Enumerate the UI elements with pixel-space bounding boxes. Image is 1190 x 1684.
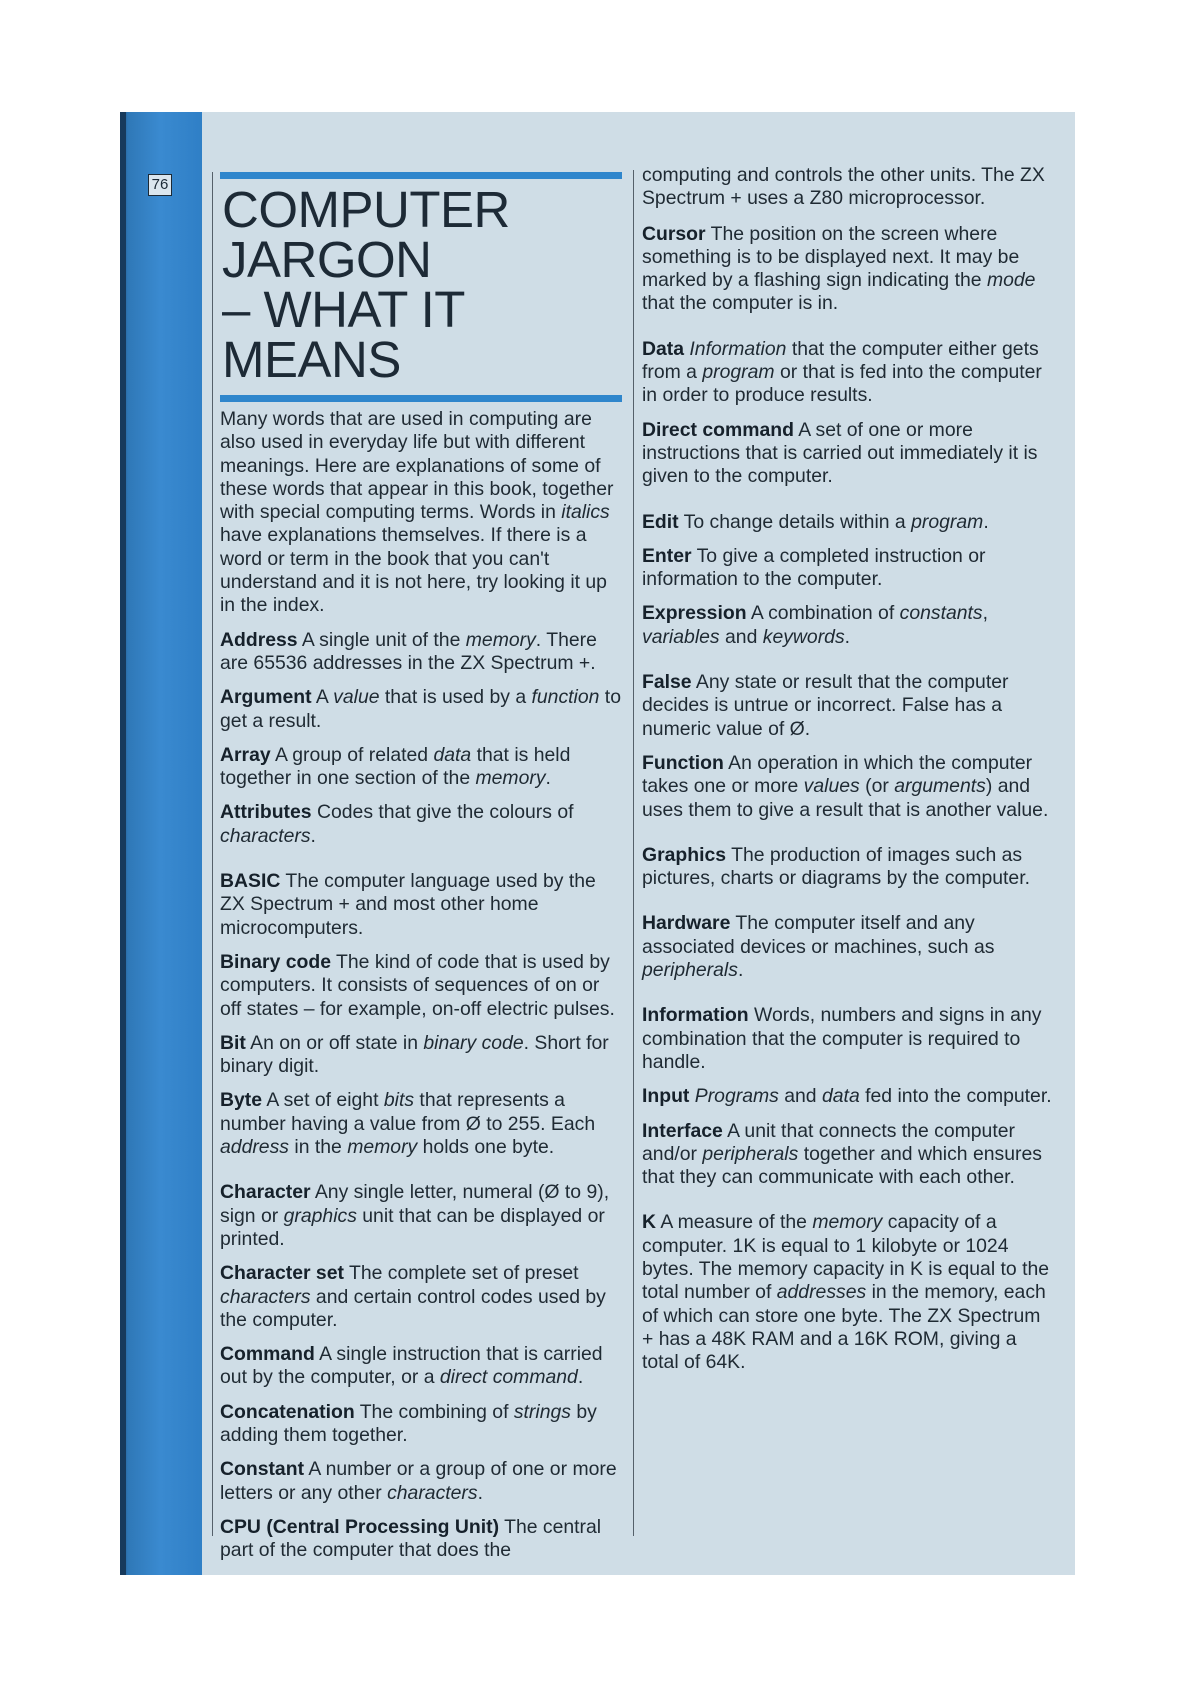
intro-text-1: Many words that are used in computing are also used in everyday life but with different meanings. Here are explanations of some of these words that appear in this book, together with special computing terms. Words in bbox=[220, 408, 614, 524]
glossary-definition: . Short for binary digit. bbox=[220, 1031, 609, 1078]
glossary-entry bbox=[220, 1516, 622, 1563]
glossary-entry bbox=[642, 1211, 1054, 1374]
title-line-2: – WHAT IT MEANS bbox=[222, 281, 465, 388]
glossary-term: Concatenation bbox=[220, 1400, 355, 1423]
glossary-term: CPU (Central Processing Unit) bbox=[220, 1515, 500, 1538]
glossary-italic: variables bbox=[642, 625, 720, 648]
glossary-entry bbox=[642, 671, 1054, 741]
glossary-definition: A measure of the bbox=[656, 1211, 813, 1234]
glossary-entry bbox=[220, 1032, 622, 1079]
cpu-continuation: computing and controls the other units. The ZX Spectrum + uses a Z80 microprocessor. bbox=[642, 164, 1045, 210]
title-bottom-bar bbox=[220, 395, 622, 402]
glossary-definition: A number or a group of one or more letters or any other bbox=[220, 1458, 617, 1504]
glossary-term: Character bbox=[220, 1181, 311, 1204]
glossary-italic: memory bbox=[465, 628, 536, 651]
glossary-definition: (or bbox=[859, 775, 895, 798]
glossary-entry bbox=[642, 545, 1054, 592]
glossary-definition: Any single letter, numeral (Ø to 9), sign or bbox=[220, 1181, 610, 1227]
glossary-definition: The kind of code that is used by computers. It consists of sequences of on or off states – for example, on-off electric pulses. bbox=[220, 950, 615, 1020]
glossary-definition: An operation in which the computer takes one or more bbox=[642, 751, 1033, 798]
glossary-italic: Information bbox=[689, 337, 787, 360]
intro-text-2: have explanations themselves. If there is a word or term in the book that you can't understand and it is not here, try looking it up in the index. bbox=[220, 524, 607, 617]
glossary-definition: The position on the screen where something is to be displayed next. It may be marked by a flashing sign indicating the bbox=[642, 222, 1020, 292]
glossary-definition: A single unit of the bbox=[297, 628, 466, 651]
glossary-definition: and bbox=[778, 1085, 822, 1108]
intro-paragraph bbox=[220, 408, 622, 618]
glossary-italic: characters bbox=[387, 1481, 478, 1504]
glossary-term: Array bbox=[220, 743, 271, 766]
glossary-definition: . bbox=[477, 1481, 483, 1504]
glossary-italic: memory bbox=[812, 1211, 883, 1234]
glossary-definition: Codes that give the colours of bbox=[311, 801, 574, 824]
glossary-definition: An on or off state in bbox=[245, 1031, 424, 1054]
glossary-definition: . bbox=[737, 959, 744, 982]
glossary-definition: The complete set of preset bbox=[343, 1262, 579, 1285]
glossary-italic: graphics bbox=[283, 1204, 357, 1227]
glossary-term: Constant bbox=[220, 1458, 305, 1481]
glossary-italic: addresses bbox=[776, 1281, 867, 1304]
glossary-italic: memory bbox=[475, 767, 546, 790]
glossary-italic: peripherals bbox=[702, 1142, 799, 1165]
glossary-term: Enter bbox=[642, 544, 692, 567]
glossary-italic: address bbox=[220, 1136, 289, 1159]
glossary-definition: holds one byte. bbox=[417, 1136, 555, 1159]
glossary-italic: value bbox=[333, 686, 380, 709]
glossary-entry bbox=[220, 744, 622, 791]
glossary-definition: A unit that connects the computer and/or bbox=[642, 1119, 1015, 1165]
glossary-definition: Any state or result that the computer decides is untrue or incorrect. False has a numeric value of Ø. bbox=[642, 671, 1009, 740]
glossary-definition: to get a result. bbox=[220, 686, 621, 732]
glossary-definition: The combining of bbox=[354, 1400, 514, 1423]
glossary-entry bbox=[642, 912, 1054, 982]
glossary-italic: memory bbox=[347, 1136, 418, 1159]
glossary-italic: peripherals bbox=[642, 959, 738, 982]
glossary-italic: constants bbox=[899, 602, 983, 625]
glossary-entry bbox=[220, 870, 622, 940]
glossary-definition: that represents a number having a value from Ø to 255. Each bbox=[220, 1089, 596, 1135]
glossary-italic: strings bbox=[513, 1400, 571, 1423]
glossary-italic: program bbox=[702, 361, 775, 384]
glossary-term: Edit bbox=[642, 510, 679, 533]
book-page bbox=[120, 112, 1075, 1575]
glossary-definition: in the memory, each of which can store one byte. The ZX Spectrum + has a 48K RAM and a 16K ROM, giving a total of 64K. bbox=[642, 1281, 1046, 1374]
glossary-definition: A single instruction that is carried out by the computer, or a bbox=[220, 1343, 603, 1389]
glossary-entry bbox=[220, 1089, 622, 1159]
glossary-entry bbox=[642, 338, 1054, 408]
glossary-definition: . bbox=[844, 625, 851, 648]
page-number: 76 bbox=[148, 174, 172, 196]
blue-spine bbox=[120, 112, 202, 1575]
glossary-definition: The computer language used by the ZX Spectrum + and most other home microcomputers. bbox=[220, 870, 596, 939]
left-glossary-list bbox=[220, 629, 622, 1563]
glossary-italic: bits bbox=[383, 1089, 415, 1112]
intro-italic: italics bbox=[561, 501, 610, 524]
glossary-definition: A bbox=[311, 686, 334, 709]
glossary-definition: A combination of bbox=[746, 602, 900, 625]
glossary-italic: Programs bbox=[694, 1085, 779, 1108]
glossary-definition: . bbox=[983, 510, 989, 533]
glossary-entry bbox=[642, 223, 1054, 316]
glossary-definition: The computer itself and any associated devices or machines, such as bbox=[642, 912, 995, 958]
glossary-entry bbox=[220, 801, 622, 848]
glossary-term: Cursor bbox=[642, 222, 706, 245]
glossary-entry bbox=[220, 1458, 622, 1505]
glossary-term: Interface bbox=[642, 1119, 723, 1142]
right-column bbox=[642, 164, 1054, 1385]
glossary-entry bbox=[642, 1004, 1054, 1074]
glossary-italic: values bbox=[803, 775, 860, 798]
title-line-1: COMPUTER JARGON bbox=[222, 181, 510, 288]
glossary-definition: . There are 65536 addresses in the ZX Spectrum +. bbox=[220, 628, 597, 674]
glossary-definition: unit that can be displayed or printed. bbox=[220, 1204, 605, 1250]
glossary-term: Byte bbox=[220, 1089, 263, 1112]
glossary-entry bbox=[642, 511, 1054, 534]
glossary-italic: program bbox=[911, 510, 984, 533]
glossary-term: K bbox=[642, 1211, 657, 1234]
glossary-italic: binary code bbox=[423, 1031, 524, 1054]
glossary-entry bbox=[220, 629, 622, 676]
left-column bbox=[220, 112, 622, 1573]
glossary-entry bbox=[220, 686, 622, 733]
glossary-italic: direct command bbox=[439, 1366, 578, 1389]
glossary-definition: fed into the computer. bbox=[859, 1085, 1052, 1108]
glossary-term: False bbox=[642, 671, 692, 694]
spine-edge bbox=[120, 112, 126, 1575]
glossary-definition: together and which ensures that they can communicate with each other. bbox=[642, 1142, 1042, 1189]
glossary-entry bbox=[642, 844, 1054, 891]
column-divider bbox=[633, 170, 634, 1536]
left-column-rule bbox=[212, 172, 213, 1536]
glossary-entry bbox=[642, 1120, 1054, 1190]
right-glossary-list bbox=[642, 223, 1054, 1375]
glossary-definition: and certain control codes used by the computer. bbox=[220, 1285, 606, 1331]
glossary-definition: . bbox=[577, 1366, 584, 1389]
glossary-italic: function bbox=[531, 686, 600, 709]
title-top-bar bbox=[220, 172, 622, 179]
glossary-entry bbox=[220, 951, 622, 1021]
glossary-term: Direct command bbox=[642, 418, 794, 441]
glossary-entry bbox=[642, 602, 1054, 649]
glossary-italic: data bbox=[821, 1085, 860, 1108]
glossary-definition: by adding them together. bbox=[220, 1400, 597, 1446]
glossary-definition: and bbox=[719, 625, 763, 648]
glossary-entry bbox=[220, 1181, 622, 1251]
glossary-entry bbox=[220, 1262, 622, 1332]
glossary-definition: capacity of a computer. 1K is equal to 1 kilobyte or 1024 bytes. The memory capacity in K is equal to the total number of bbox=[642, 1211, 1050, 1304]
glossary-italic: characters bbox=[220, 1285, 311, 1308]
glossary-definition: that the computer is in. bbox=[642, 292, 839, 315]
glossary-term: Expression bbox=[642, 602, 747, 625]
glossary-entry bbox=[220, 1343, 622, 1390]
glossary-definition: A set of one or more instructions that is carried out immediately it is given to the computer. bbox=[642, 418, 1038, 488]
glossary-term: Information bbox=[642, 1004, 749, 1027]
glossary-definition: that the computer either gets from a bbox=[642, 337, 1039, 384]
glossary-definition: A set of eight bbox=[262, 1089, 384, 1112]
glossary-definition: . bbox=[310, 824, 316, 847]
glossary-definition: . bbox=[545, 767, 551, 790]
glossary-definition: or that is fed into the computer in order to produce results. bbox=[642, 361, 1042, 407]
glossary-definition: that is used by a bbox=[379, 686, 532, 709]
glossary-entry bbox=[642, 752, 1054, 822]
glossary-term: Bit bbox=[220, 1031, 246, 1054]
glossary-term: BASIC bbox=[220, 870, 281, 893]
glossary-entry bbox=[642, 1085, 1054, 1108]
glossary-term: Data bbox=[642, 337, 685, 360]
glossary-italic: data bbox=[433, 743, 472, 766]
glossary-definition: ) and uses them to give a result that is another value. bbox=[642, 775, 1049, 821]
glossary-italic: arguments bbox=[894, 775, 986, 798]
glossary-italic: keywords bbox=[762, 625, 845, 648]
glossary-term: Attributes bbox=[220, 801, 312, 824]
glossary-definition: in the bbox=[289, 1136, 348, 1159]
glossary-term: Address bbox=[220, 628, 298, 651]
glossary-definition: that is held together in one section of the bbox=[220, 743, 571, 790]
glossary-definition: To give a completed instruction or information to the computer. bbox=[642, 544, 986, 591]
page-title bbox=[222, 181, 622, 388]
glossary-term: Hardware bbox=[642, 912, 731, 935]
glossary-term: Input bbox=[642, 1085, 690, 1108]
glossary-term: Command bbox=[220, 1343, 315, 1366]
glossary-definition: To change details within a bbox=[678, 510, 912, 533]
glossary-term: Binary code bbox=[220, 950, 331, 973]
glossary-definition: The central part of the computer that does the bbox=[220, 1515, 602, 1562]
glossary-italic: characters bbox=[220, 824, 311, 847]
glossary-entry bbox=[642, 419, 1054, 489]
glossary-definition: A group of related bbox=[270, 743, 434, 766]
glossary-term: Character set bbox=[220, 1262, 344, 1285]
glossary-definition: Words, numbers and signs in any combination that the computer is required to handle. bbox=[642, 1004, 1042, 1073]
glossary-definition: The production of images such as pictures, charts or diagrams by the computer. bbox=[642, 843, 1030, 890]
glossary-italic: mode bbox=[986, 269, 1036, 292]
glossary-term: Function bbox=[642, 751, 724, 774]
glossary-term: Graphics bbox=[642, 843, 727, 866]
glossary-definition: , bbox=[982, 602, 989, 625]
glossary-entry bbox=[220, 1401, 622, 1448]
glossary-term: Argument bbox=[220, 686, 312, 709]
